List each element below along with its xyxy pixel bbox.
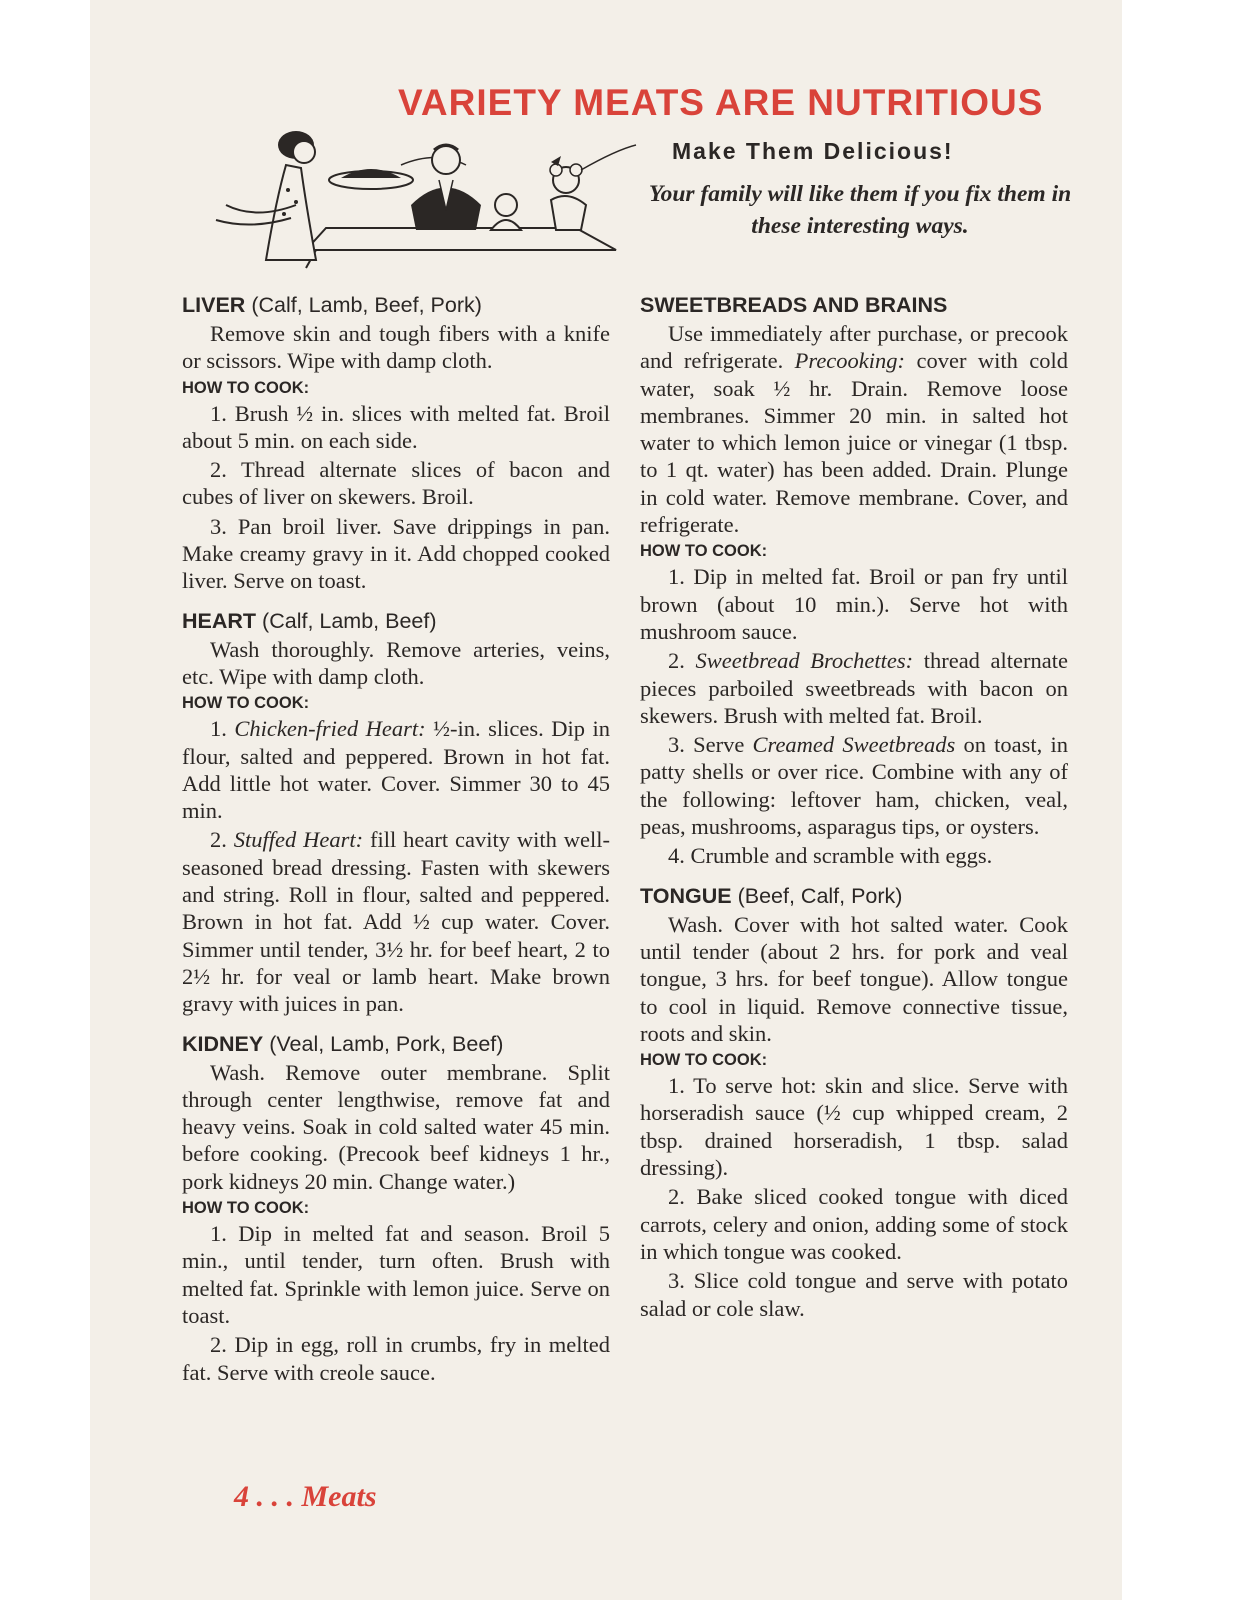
left-column	[182, 283, 610, 1388]
tongue-step: 1. To serve hot: skin and slice. Serve with horseradish sauce (½ cup whipped cream, 2 tbsp. drained horseradish, 1 tbsp. salad dressing).	[640, 1073, 1068, 1181]
sweetbreads-intro: Use immediately after purchase, or precook and refrigerate. Precooking: cover with cold water, soak ½ hr. Drain. Remove loose membranes. Simmer 20 min. in salted hot water to which lemon juice or vinegar (1 tbsp. to 1 qt. water) has been added. Drain. Plunge in cold water. Remove membrane. Cover, and refrigerate.	[640, 321, 1069, 538]
family-dinner-illustration	[196, 110, 646, 270]
sweetbreads-step: 4. Crumble and scramble with eggs.	[668, 843, 993, 869]
kidney-how-to-cook: HOW TO COOK:	[182, 1199, 310, 1218]
heart-step: 1. Chicken-fried Heart: ½-in. slices. Dip in flour, salted and peppered. Brown in hot fat. Add little hot water. Cover. Simmer 30 to 45 min.	[182, 716, 610, 824]
liver-how-to-cook: HOW TO COOK:	[182, 378, 310, 397]
liver-step: 1. Brush ½ in. slices with melted fat. Broil about 5 min. on each side.	[182, 400, 610, 453]
heart-heading: HEART (Calf, Lamb, Beef)	[182, 608, 437, 633]
liver-heading: LIVER (Calf, Lamb, Beef, Pork)	[182, 293, 482, 317]
right-column	[640, 283, 1068, 1324]
sweetbreads-step: 1. Dip in melted fat. Broil or pan fry until brown (about 10 min.). Serve hot with mushroom sauce.	[640, 564, 1068, 644]
sweetbreads-step: 3. Serve Creamed Sweetbreads on toast, in patty shells or over rice. Combine with any of the following: leftover ham, chicken, veal, peas, mushrooms, asparagus tips, or oysters.	[640, 732, 1068, 840]
heart-how-to-cook: HOW TO COOK:	[182, 694, 310, 713]
tongue-step: 2. Bake sliced cooked tongue with diced carrots, celery and onion, adding some of stock in which tongue was cooked.	[640, 1184, 1068, 1264]
tongue-intro: Wash. Cover with hot salted water. Cook until tender (about 2 hrs. for pork and veal tongue, 3 hrs. for beef tongue). Allow tongue to cool in liquid. Remove connective tissue, roots and skin.	[640, 911, 1068, 1046]
page-number-footer: 4 . . . Meats	[234, 1480, 377, 1513]
sweetbreads-step: 2. Sweetbread Brochettes: thread alternate pieces parboiled sweetbreads with bacon on skewers. Brush with melted fat. Broil.	[640, 648, 1068, 728]
heart-intro: Wash thoroughly. Remove arteries, veins, etc. Wipe with damp cloth.	[182, 636, 610, 689]
kidney-intro: Wash. Remove outer membrane. Split through center lengthwise, remove fat and heavy veins. Soak in cold salted water 45 min. before cooking. (Precook beef kidneys 1 hr., pork kidneys 20 min. Change water.)	[182, 1059, 610, 1194]
tongue-step: 3. Slice cold tongue and serve with potato salad or cole slaw.	[640, 1268, 1068, 1321]
page-tagline: Your family will like them if you fix them in these interesting ways.	[648, 181, 1072, 239]
kidney-heading: KIDNEY (Veal, Lamb, Pork, Beef)	[182, 1031, 504, 1056]
kidney-step: 1. Dip in melted fat and season. Broil 5 min., until tender, turn often. Brush with melted fat. Sprinkle with lemon juice. Serve on toast.	[182, 1221, 610, 1328]
page-subtitle: Make Them Delicious!	[672, 138, 954, 164]
sweetbreads-heading: SWEETBREADS AND BRAINS	[640, 293, 948, 317]
liver-intro: Remove skin and tough fibers with a knife or scissors. Wipe with damp cloth.	[182, 321, 610, 374]
heart-step: 2. Stuffed Heart: fill heart cavity with well-seasoned bread dressing. Fasten with skewers and string. Roll in flour, salted and peppered. Brown in hot fat. Add ½ cup water. Cover. Simmer until tender, 3½ hr. for beef heart, 2 to 2½ hr. for veal or lamb heart. Make brown gravy with juices in pan.	[182, 827, 611, 1017]
tongue-heading: TONGUE (Beef, Calf, Pork)	[640, 883, 903, 908]
page-title: VARIETY MEATS ARE NUTRITIOUS	[398, 82, 1044, 123]
sweetbreads-how-to-cook: HOW TO COOK:	[640, 542, 768, 561]
kidney-step: 2. Dip in egg, roll in crumbs, fry in melted fat. Serve with creole sauce.	[182, 1332, 610, 1385]
liver-step: 3. Pan broil liver. Save drippings in pan. Make creamy gravy in it. Add chopped cooked liver. Serve on toast.	[182, 513, 610, 594]
liver-step: 2. Thread alternate slices of bacon and cubes of liver on skewers. Broil.	[182, 457, 610, 510]
tongue-how-to-cook: HOW TO COOK:	[640, 1051, 768, 1070]
